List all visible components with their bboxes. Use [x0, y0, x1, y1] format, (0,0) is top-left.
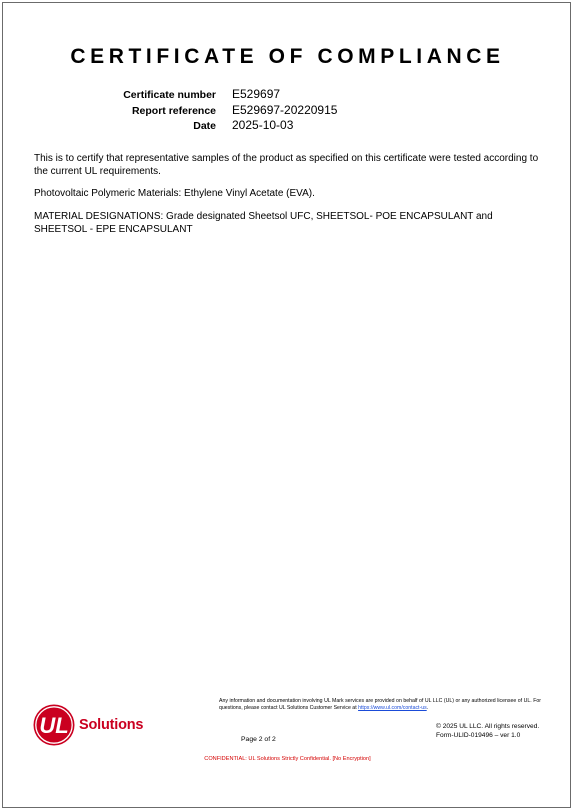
copyright-block [436, 723, 539, 740]
product-description: Photovoltaic Polymeric Materials: Ethylene Vinyl Acetate (EVA). [34, 188, 315, 199]
certification-statement: This is to certify that representative samples of the product as specified on this certificate were tested according to the current UL requirements. [34, 153, 539, 177]
certificate-number-row [100, 87, 337, 103]
page-number: Page 2 of 2 [241, 736, 276, 743]
material-designations: MATERIAL DESIGNATIONS: Grade designated Sheetsol UFC, SHEETSOL- POE ENCAPSULANT and SHEETSOL - EPE ENCAPSULANT [34, 211, 493, 235]
form-id: Form-ULID-019496 – ver 1.0 [436, 731, 521, 739]
disclaimer-end: . [426, 704, 429, 711]
confidential-notice: CONFIDENTIAL: UL Solutions Strictly Confidential. [No Encryption] [204, 756, 371, 762]
contact-us-link[interactable]: https://www.ul.com/contact-us [358, 704, 427, 711]
certificate-title: CERTIFICATE OF COMPLIANCE [70, 45, 505, 68]
date-row [100, 118, 337, 134]
disclaimer-text: Any information and documentation involving UL Mark services are provided on behalf of UL LLC (UL) or any authorized licensee of UL. For questions, please contact UL Solutions Customer Service at [219, 698, 541, 711]
ul-logo-mark-icon [32, 703, 76, 747]
report-reference-row [100, 103, 337, 119]
certificate-number-label: Certificate number [123, 89, 216, 101]
ul-logo-mark-text: UL [39, 713, 69, 738]
copyright-notice: © 2025 UL LLC. All rights reserved. [436, 723, 540, 730]
ul-solutions-logo [32, 703, 143, 747]
date-label: Date [193, 120, 216, 132]
report-reference-value: E529697-20220915 [232, 102, 338, 117]
ul-mark-disclaimer [219, 698, 541, 711]
certificate-number-value: E529697 [232, 87, 281, 101]
logo-wordmark: Solutions [79, 717, 144, 733]
report-reference-label: Report reference [131, 104, 216, 117]
date-value: 2025-10-03 [232, 118, 294, 132]
certificate-details [100, 87, 337, 134]
